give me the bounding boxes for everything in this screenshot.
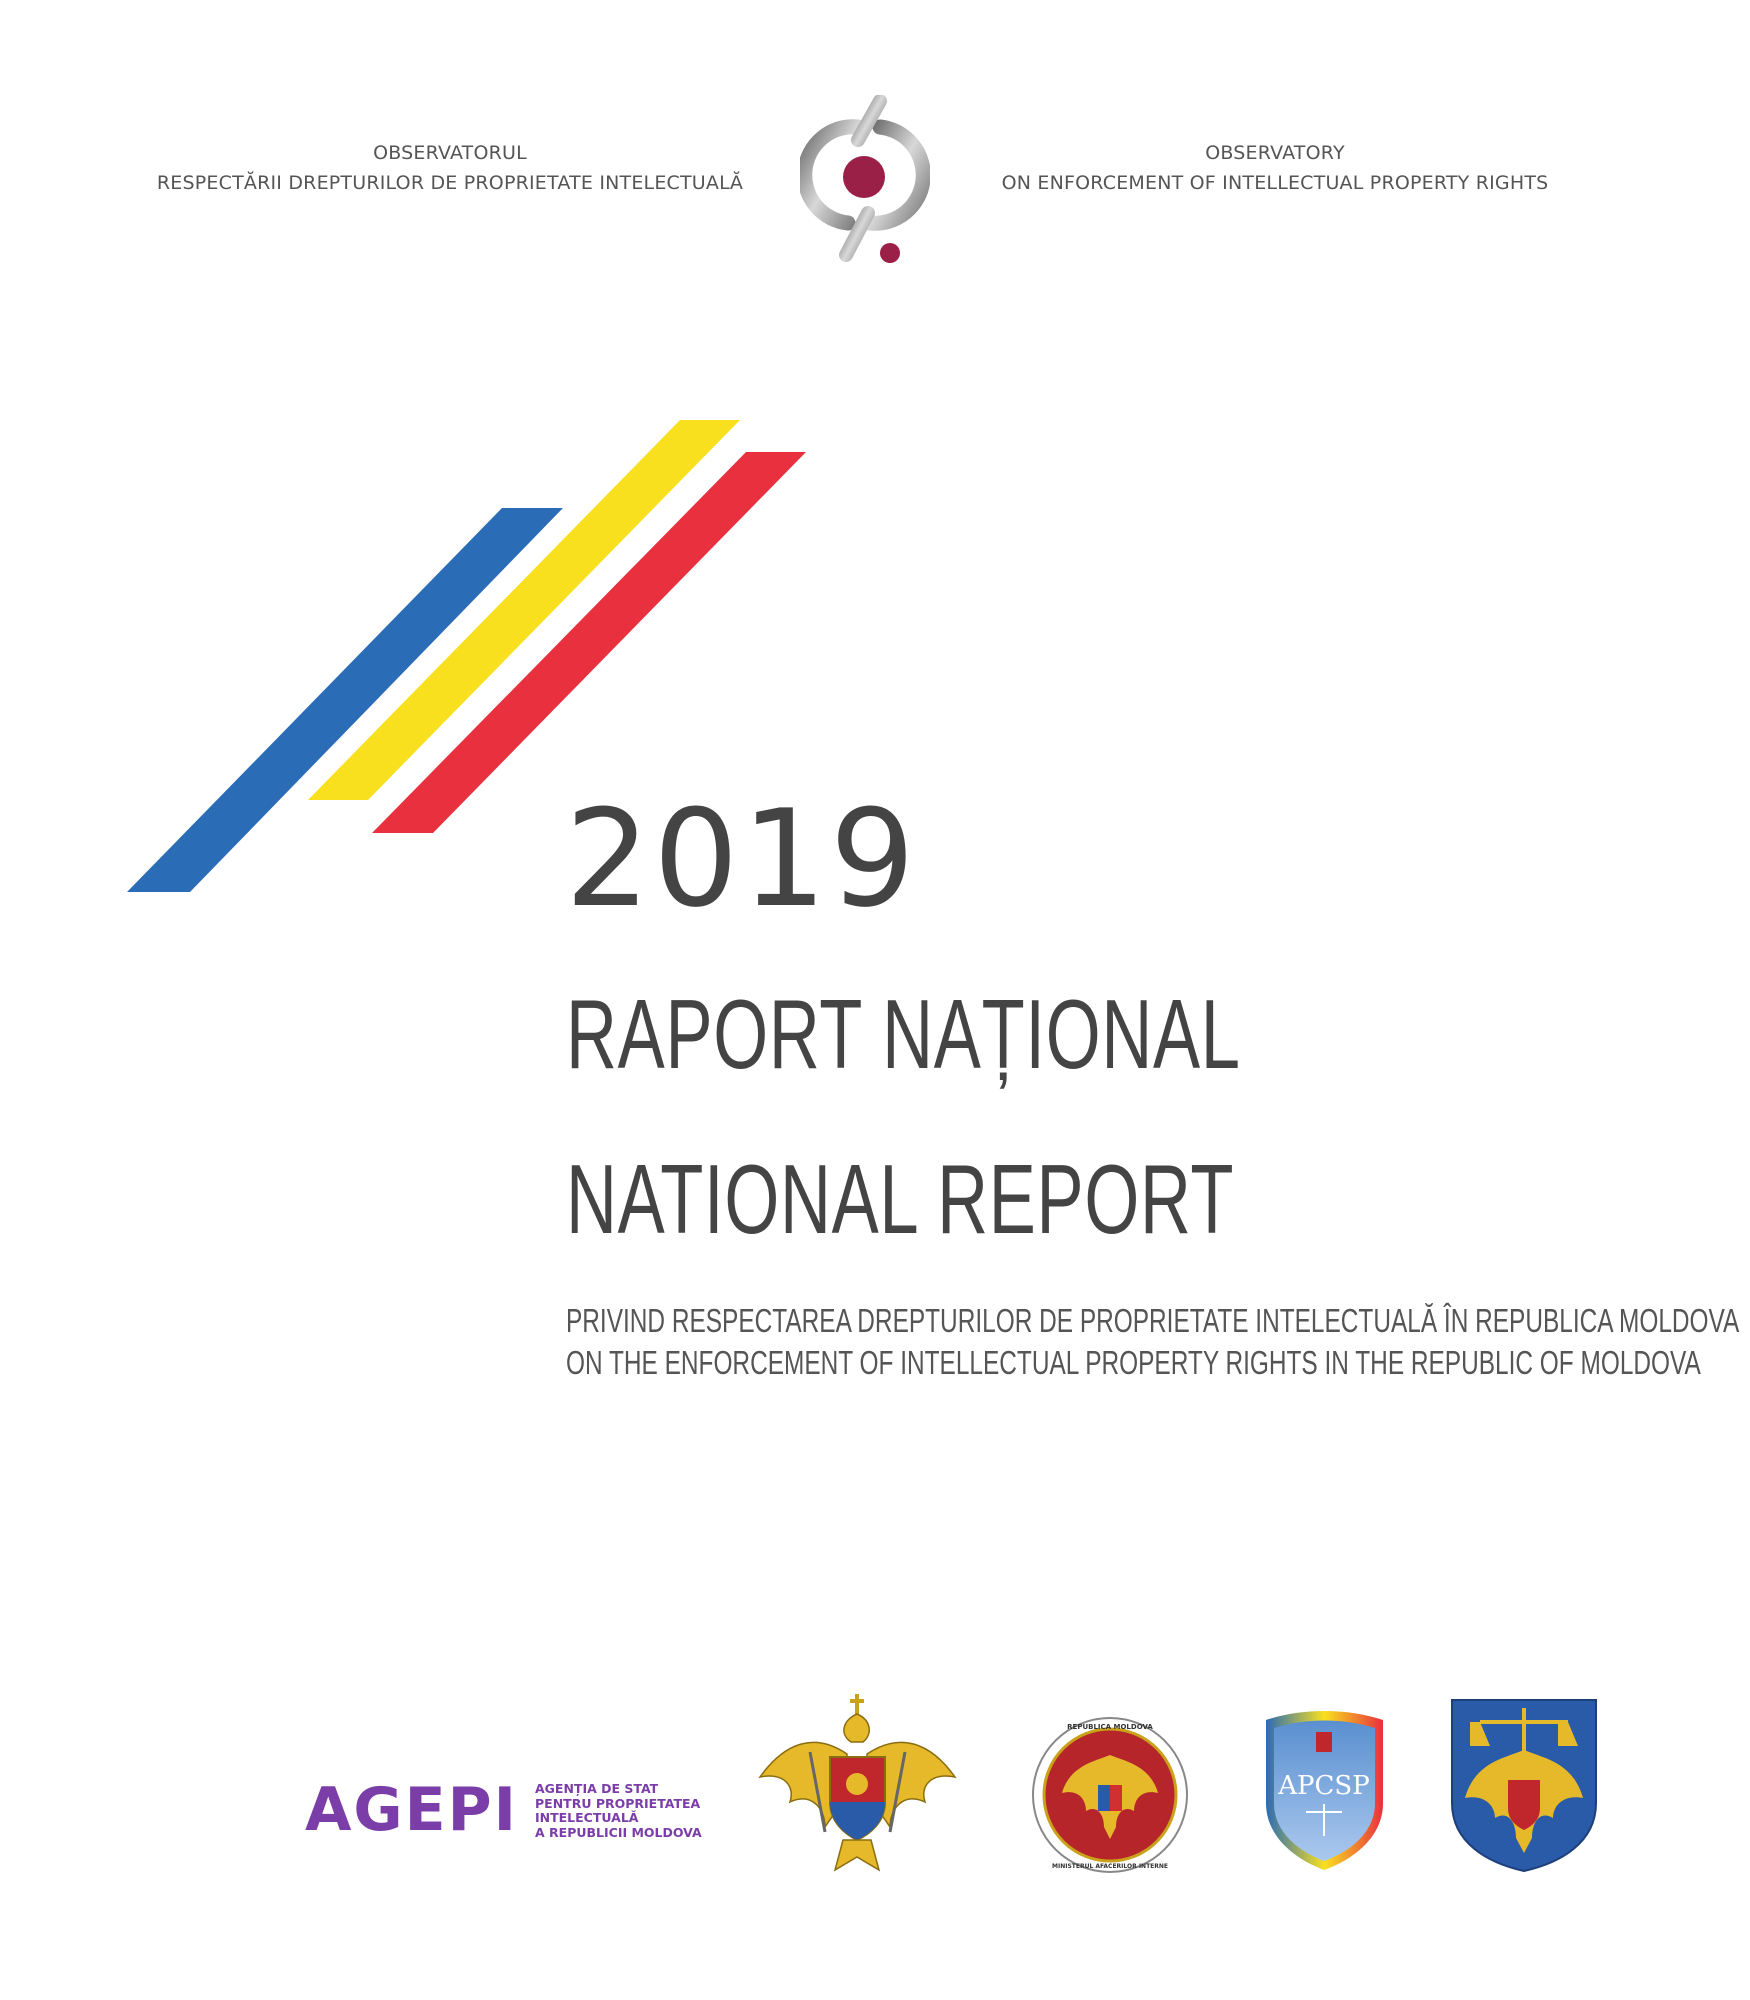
agepi-logo [305,1775,702,1845]
apcsp-text: APCSP [1278,1771,1370,1801]
red-stripe [372,452,806,833]
report-year: 2019 [565,781,919,937]
subtitle-english: ON THE ENFORCEMENT OF INTELLECTUAL PROPERTY RIGHTS IN THE REPUBLIC OF MOLDOVA [566,1344,1701,1381]
blue-stripe [127,508,563,892]
customs-emblem-icon [1450,1698,1598,1873]
agepi-line1: AGENȚIA DE STAT [535,1781,659,1796]
agepi-line4: A REPUBLICII MOLDOVA [535,1824,702,1840]
agepi-line3: INTELECTUALĂ [535,1810,639,1825]
title-english: NATIONAL REPORT [566,1144,1235,1254]
subtitle-romanian: PRIVIND RESPECTAREA DREPTURILOR DE PROPRIETATE INTELECTUALĂ ÎN REPUBLICA MOLDOVA [566,1302,1740,1339]
agepi-description [535,1782,735,1840]
header-right-line2: ON ENFORCEMENT OF INTELLECTUAL PROPERTY RIGHTS [1001,172,1549,194]
agepi-line2: PENTRU PROPRIETATEA [535,1795,701,1811]
partner-logos [0,1690,1750,1880]
mai-top-text: REPUBLICA MOLDOVA [1067,1723,1153,1731]
header-left-line1: OBSERVATORUL [373,142,527,164]
mai-emblem-icon [1030,1715,1190,1875]
title-romanian: RAPORT NAȚIONAL [566,979,1241,1089]
mai-bottom-text: MINISTERUL AFACERILOR INTERNE [1051,1863,1169,1870]
moldova-coat-of-arms-icon [755,1692,960,1874]
header-left-line2: RESPECTĂRII DREPTURILOR DE PROPRIETATE INTELECTUALĂ [156,172,744,194]
agepi-wordmark: AGEPI [305,1775,518,1845]
header-right-line1: OBSERVATORY [1205,142,1345,164]
yellow-stripe [308,420,740,800]
header-right-title [960,138,1590,198]
apcsp-shield-icon [1262,1708,1387,1873]
